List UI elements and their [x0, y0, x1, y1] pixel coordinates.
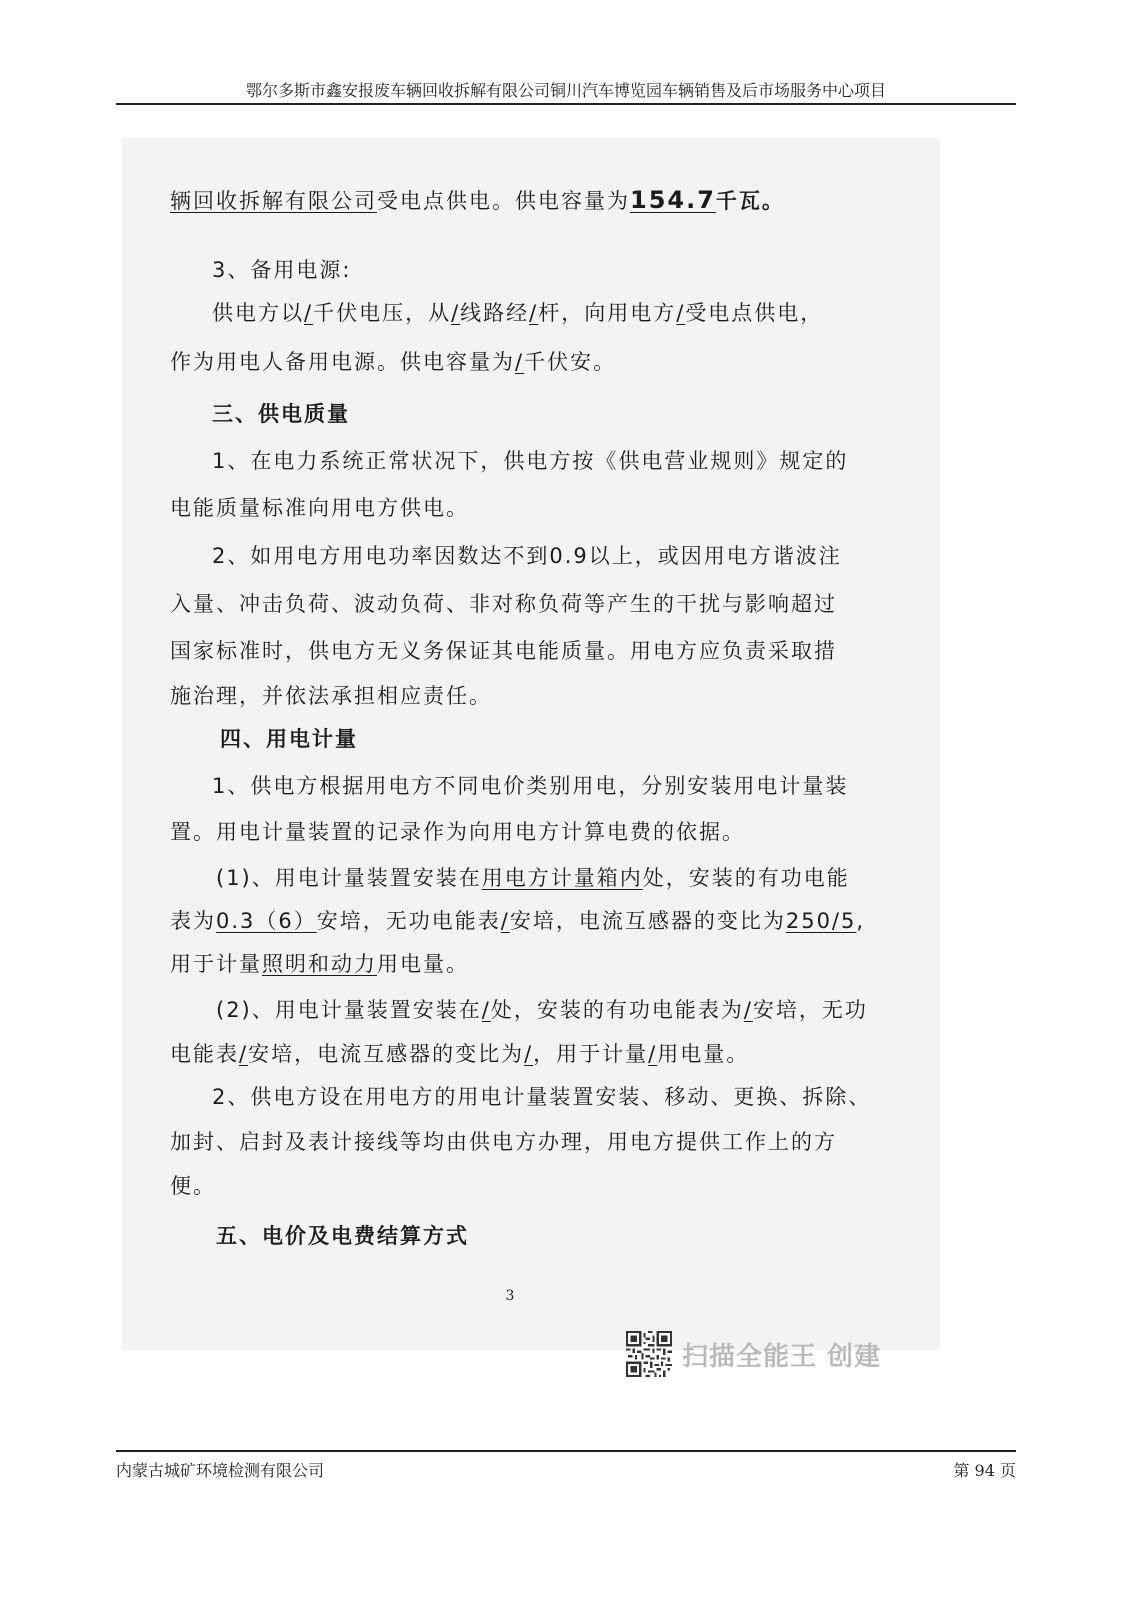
blank-field: /	[451, 301, 461, 325]
scan-line-1	[170, 186, 910, 215]
text: 入量、冲击负荷、波动负荷、非对称负荷等产生的干扰与影响超过	[170, 592, 837, 616]
text: 便。	[170, 1174, 216, 1198]
blank-field: /	[676, 301, 686, 325]
scan-line-9	[170, 590, 910, 618]
scan-line-10	[170, 637, 910, 665]
footer-company: 内蒙古城矿环境检测有限公司	[116, 1461, 325, 1480]
blank-field: /	[481, 998, 491, 1022]
text: 处，安装的有功电能	[642, 866, 850, 890]
footer-page-number: 第 94 页	[953, 1461, 1016, 1480]
blank-field: /	[515, 350, 525, 374]
heading-text: 三、供电质量	[212, 402, 350, 426]
scan-page-number: 3	[505, 1288, 515, 1304]
text: 受电点供电。供电容量为	[377, 189, 630, 213]
blank-field: /	[743, 998, 753, 1022]
blank-field: /	[524, 1042, 534, 1066]
qr-code-icon	[626, 1331, 672, 1377]
scan-line-11	[170, 682, 910, 710]
text: 国家标准时，供电方无义务保证其电能质量。用电方应负责采取措	[170, 639, 837, 663]
text: 2、如用电方用电功率因数达不到0.9以上，或因用电方谐波注	[212, 544, 842, 568]
scan-line-4	[170, 348, 910, 376]
text: 加封、启封及表计接线等均由供电方办理，用电方提供工作上的方	[170, 1130, 837, 1154]
text: 用于计量	[170, 952, 262, 976]
text: 千伏安。	[524, 350, 617, 374]
text: 处，安装的有功电能表为	[490, 998, 744, 1022]
blank-field: /	[529, 301, 539, 325]
text: 安培，电流互感器的变比为	[509, 909, 786, 933]
scan-line-3	[212, 299, 952, 327]
heading-text: 五、电价及电费结算方式	[216, 1224, 469, 1248]
text: 2、供电方设在用电方的用电计量装置安装、移动、更换、拆除、	[212, 1085, 872, 1109]
subheading: 3、备用电源:	[212, 258, 352, 282]
capacity-value: 154.7	[630, 186, 716, 214]
blank-field: /	[239, 1042, 249, 1066]
blank-field: /	[648, 1042, 658, 1066]
scan-line-7	[170, 494, 910, 522]
heading-text: 四、用电计量	[220, 727, 358, 751]
text: 供电方以	[212, 301, 304, 325]
section-heading-5	[216, 1222, 956, 1250]
scan-line-14	[170, 818, 910, 846]
text: 千瓦。	[715, 189, 785, 213]
scan-line-13	[212, 772, 952, 800]
section-heading-3	[212, 400, 952, 428]
text: (2)、用电计量装置安装在	[216, 998, 482, 1022]
scan-line-17	[170, 950, 910, 978]
text: 安培，无功	[752, 998, 868, 1022]
text: 作为用电人备用电源。供电容量为	[170, 350, 515, 374]
text: 表为	[170, 909, 216, 933]
scan-line-21	[170, 1128, 910, 1156]
text: 杆，向用电方	[538, 301, 677, 325]
text: 置。用电计量装置的记录作为向用电方计算电费的依据。	[170, 820, 745, 844]
scanner-watermark	[626, 1329, 881, 1379]
text: 安培，无功电能表	[316, 909, 501, 933]
blank-field: /	[304, 301, 314, 325]
scan-line-18	[216, 996, 956, 1024]
text: 安培，电流互感器的变比为	[248, 1042, 525, 1066]
section-heading-4	[220, 725, 960, 753]
filled-field: 用电方计量箱内	[481, 866, 643, 890]
underlined-company: 辆回收拆解有限公司	[170, 189, 377, 213]
text: 电能表	[170, 1042, 239, 1066]
watermark-text: 扫描全能王 创建	[682, 1341, 882, 1372]
document-header-title: 鄂尔多斯市鑫安报废车辆回收拆解有限公司铜川汽车博览园车辆销售及后市场服务中心项目	[245, 81, 886, 100]
scan-line-2	[212, 256, 952, 284]
scan-line-16	[170, 907, 910, 935]
text: ，用于计量	[533, 1042, 649, 1066]
text: ,	[856, 909, 866, 933]
filled-field: 250/5	[785, 909, 857, 933]
text: 用电量。	[377, 952, 469, 976]
text: 1、供电方根据用电方不同电价类别用电，分别安装用电计量装	[212, 774, 849, 798]
text: 电能质量标准向用电方供电。	[170, 496, 469, 520]
text: 用电量。	[657, 1042, 750, 1066]
blank-field: /	[500, 909, 510, 933]
scan-line-8	[212, 542, 952, 570]
text: (1)、用电计量装置安装在	[216, 866, 482, 890]
scan-line-6	[212, 447, 952, 475]
footer-divider	[116, 1450, 1016, 1452]
text: 受电点供电，	[685, 301, 824, 325]
filled-field: 照明和动力	[262, 952, 377, 976]
scan-line-15	[216, 864, 956, 892]
scan-line-19	[170, 1040, 910, 1068]
text: 施治理，并依法承担相应责任。	[170, 684, 492, 708]
text: 1、在电力系统正常状况下，供电方按《供电营业规则》规定的	[212, 449, 849, 473]
filled-field: 0.3（6）	[216, 909, 317, 933]
text: 千伏电压，从	[313, 301, 452, 325]
text: 线路经	[460, 301, 530, 325]
scan-line-22	[170, 1172, 910, 1200]
scan-line-20	[212, 1083, 952, 1111]
header-divider	[116, 103, 1016, 105]
